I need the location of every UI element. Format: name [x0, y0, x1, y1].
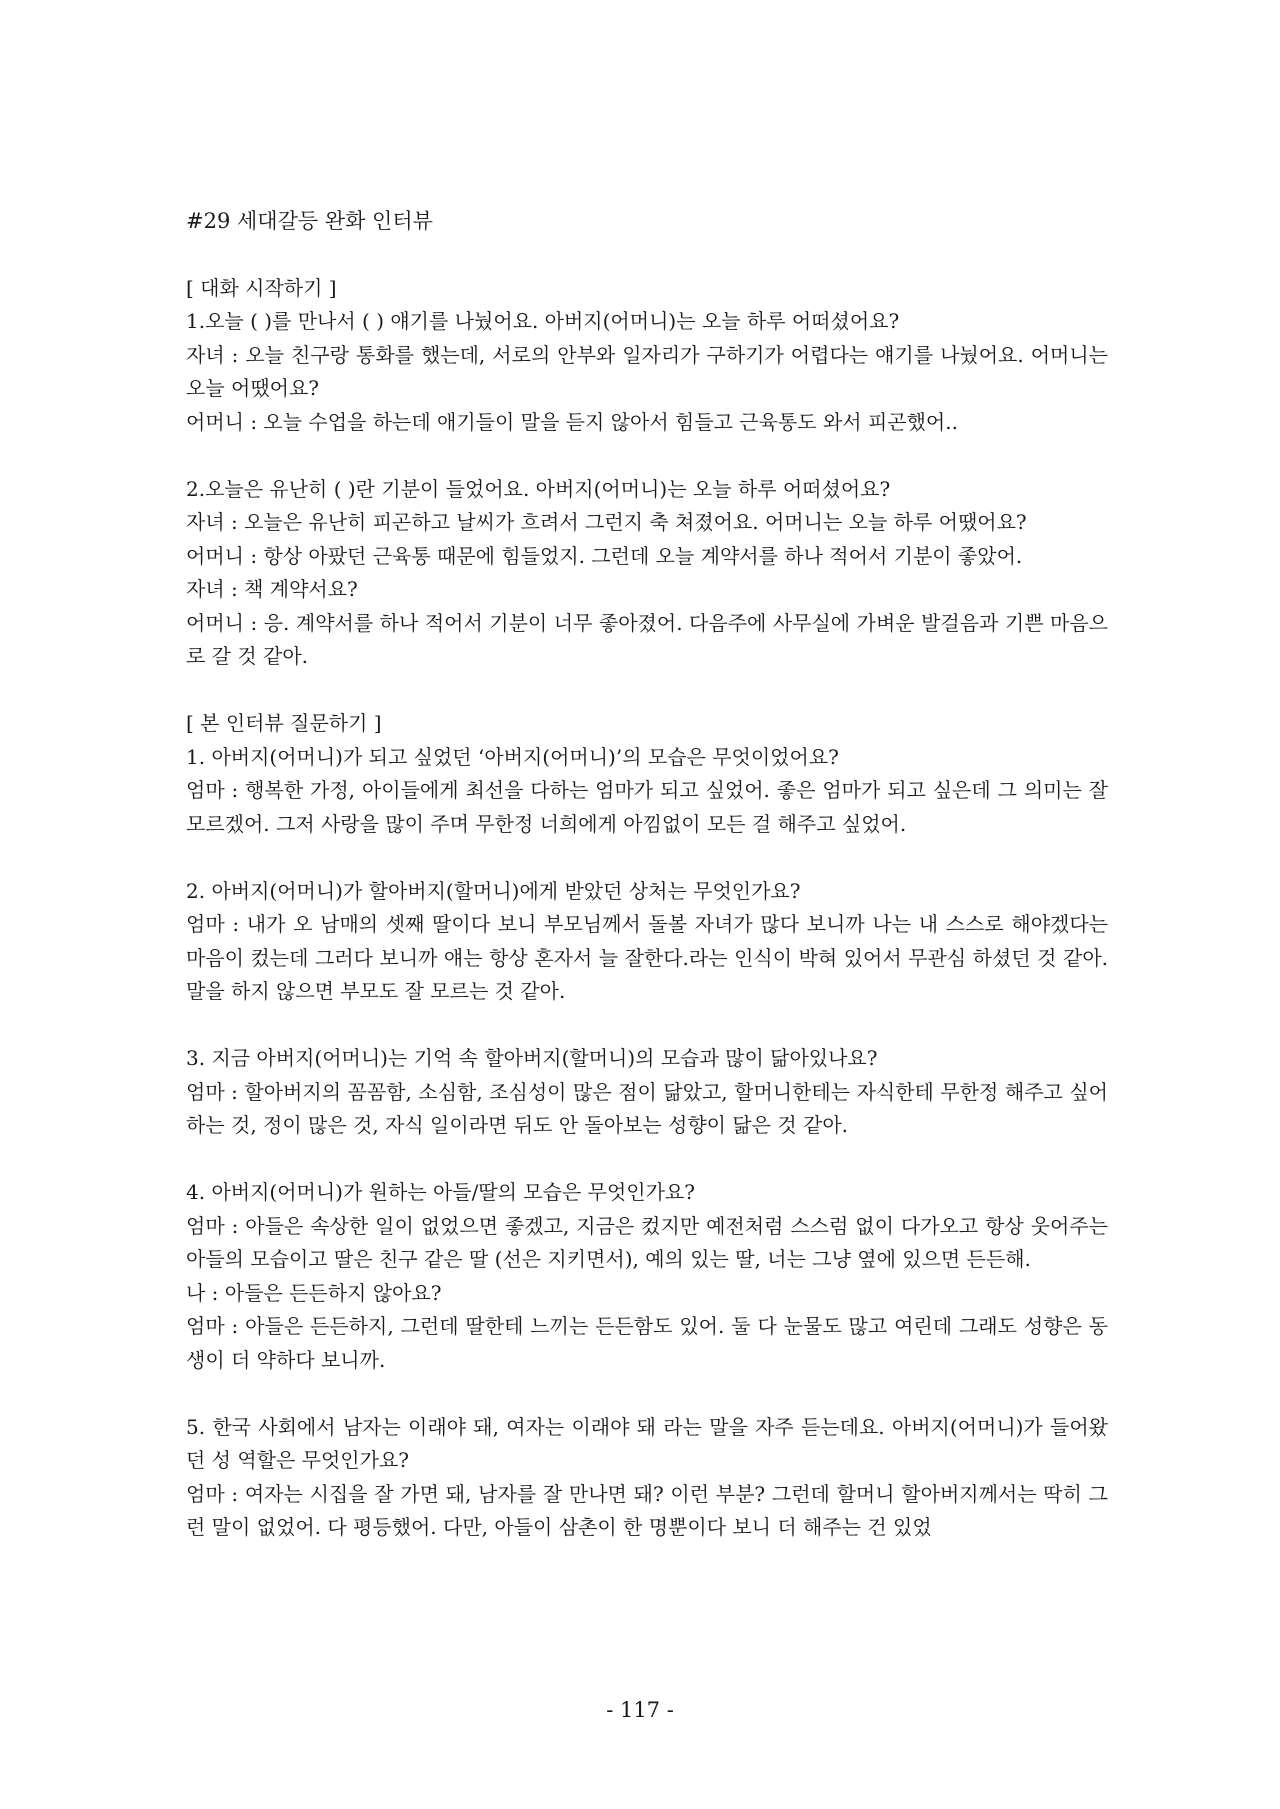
text-line: [ 본 인터뷰 질문하기 ] [186, 711, 382, 735]
text-line: 자녀 : 오늘은 유난히 피곤하고 날씨가 흐려서 그런지 축 쳐졌어요. 어머니는 오늘 하루 어땠어요? [186, 510, 1027, 534]
text-line: 2. 아버지(어머니)가 할아버지(할머니)에게 받았던 상처는 무엇인가요? [186, 878, 801, 903]
text-line: 2.오늘은 유난히 ( )란 기분이 들었어요. 아버지(어머니)는 오늘 하루 어떠셨어요? [186, 476, 891, 501]
document-body [186, 205, 1108, 1545]
section [186, 473, 1108, 674]
text-line: 엄마 : 아들은 든든하지, 그런데 딸한테 느끼는 든든함도 있어. 둘 다 눈물도 많고 여린데 그래도 성향은 동생이 더 약하다 보니까. [186, 1314, 1108, 1372]
text-line: 어머니 : 항상 아팠던 근육통 때문에 힘들었지. 그런데 오늘 계약서를 하나 적어서 기분이 좋았어. [186, 543, 1023, 568]
text-line: 나 : 아들은 든든하지 않아요? [186, 1280, 442, 1305]
text-line: 자녀 : 책 계약서요? [186, 577, 358, 601]
text-line: 자녀 : 오늘 친구랑 통화를 했는데, 서로의 안부와 일자리가 구하기가 어렵다는 얘기를 나눴어요. 어머니는 오늘 어땠어요? [186, 342, 1108, 400]
page-number: - 117 - [606, 1698, 674, 1722]
text-line: 어머니 : 응. 계약서를 하나 적어서 기분이 너무 좋아졌어. 다음주에 사무실에 가벼운 발걸음과 기쁜 마음으로 갈 것 같아. [186, 610, 1108, 668]
paragraph-gap [186, 1143, 1108, 1177]
paragraph-gap [186, 1009, 1108, 1043]
text-line: 3. 지금 아버지(어머니)는 기억 속 할아버지(할머니)의 모습과 많이 닮아있나요? [186, 1046, 878, 1070]
text-line: 1. 아버지(어머니)가 되고 싶었던 ‘아버지(어머니)’의 모습은 무엇이었어요? [186, 744, 839, 769]
paragraph-gap [186, 674, 1108, 708]
section [186, 875, 1108, 1009]
paragraph-gap [186, 841, 1108, 875]
text-line: 5. 한국 사회에서 남자는 이래야 돼, 여자는 이래야 돼 라는 말을 자주 듣는데요. 아버지(어머니)가 들어왔던 성 역할은 무엇인가요? [186, 1414, 1108, 1472]
text-line: 1.오늘 ( )를 만나서 ( ) 얘기를 나눴어요. 아버지(어머니)는 오늘 하루 어떠셨어요? [186, 309, 900, 333]
section [186, 272, 1108, 440]
section [186, 1176, 1108, 1377]
text-line: 4. 아버지(어머니)가 원하는 아들/딸의 모습은 무엇인가요? [186, 1180, 695, 1204]
text-line: 엄마 : 행복한 가정, 아이들에게 최선을 다하는 엄마가 되고 싶었어. 좋은 엄마가 되고 싶은데 그 의미는 잘 모르겠어. 그저 사랑을 많이 주며 무한정 너희에게 아낌없이 모든 걸 해주고 싶었어. [186, 778, 1108, 836]
document-title: #29 세대갈등 완화 인터뷰 [186, 209, 433, 233]
text-line: [ 대화 시작하기 ] [186, 275, 337, 300]
text-line: 어머니 : 오늘 수업을 하는데 애기들이 말을 듣지 않아서 힘들고 근육통도 와서 피곤했어.. [186, 409, 958, 434]
paragraph-gap [186, 439, 1108, 473]
text-line: 엄마 : 아들은 속상한 일이 없었으면 좋겠고, 지금은 컸지만 예전처럼 스스럼 없이 다가오고 항상 웃어주는 아들의 모습이고 딸은 친구 같은 딸 (선은 지키면서), 예의 있는 딸, 너는 그냥 옆에 있으면 든든해. [186, 1213, 1108, 1271]
text-line: 엄마 : 여자는 시집을 잘 가면 돼, 남자를 잘 만나면 돼? 이런 부분? 그런데 할머니 할아버지께서는 딱히 그런 말이 없었어. 다 평등했어. 다만, 아들이 삼촌이 한 명뿐이다 보니 더 해주는 건 있었 [186, 1481, 1108, 1539]
section [186, 707, 1108, 841]
section [186, 1042, 1108, 1143]
paragraph-gap [186, 1377, 1108, 1411]
section [186, 1411, 1108, 1545]
text-line: 엄마 : 내가 오 남매의 셋째 딸이다 보니 부모님께서 돌볼 자녀가 많다 보니까 나는 내 스스로 해야겠다는 마음이 컸는데 그러다 보니까 얘는 항상 혼자서 늘 잘한다.라는 인식이 박혀 있어서 무관심 하셨던 것 같아. 말을 하지 않으면 부모도 잘 모르는 것 같아. [186, 912, 1108, 1003]
text-line: 엄마 : 할아버지의 꼼꼼함, 소심함, 조심성이 많은 점이 닮았고, 할머니한테는 자식한테 무한정 해주고 싶어하는 것, 정이 많은 것, 자식 일이라면 뒤도 안 돌아보는 성향이 닮은 것 같아. [186, 1079, 1108, 1137]
